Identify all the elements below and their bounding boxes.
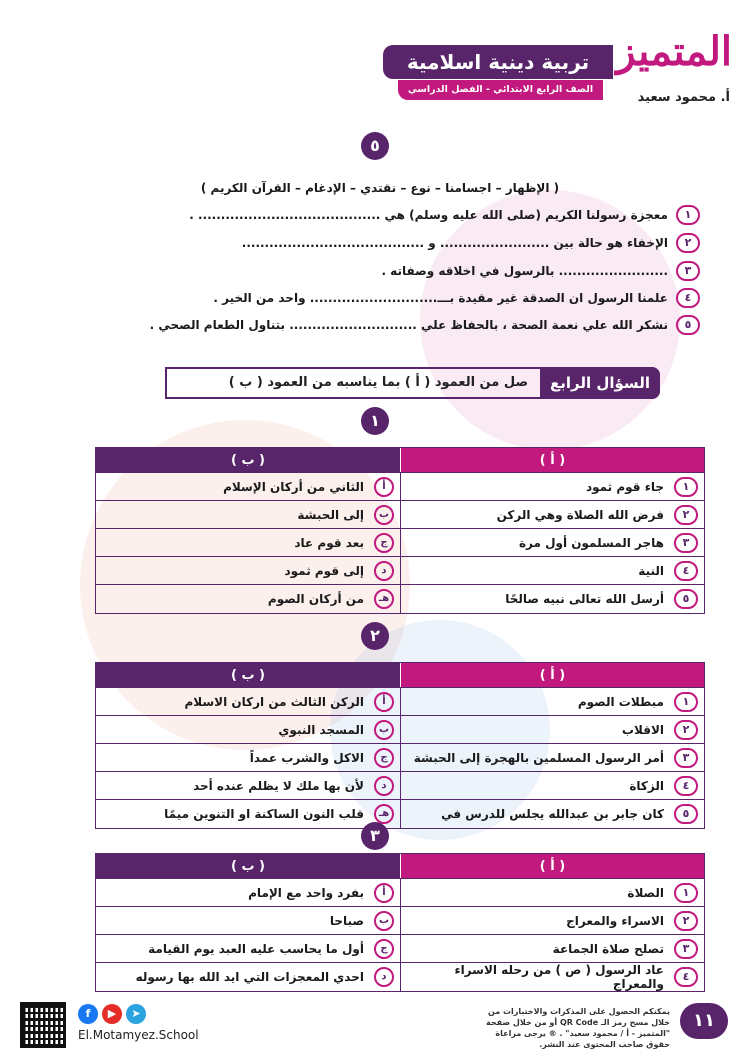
column-b-header: ( ب ) [96,663,400,687]
item-letter: هـ [374,804,394,824]
column-a-text: تصلح صلاة الجماعة [552,941,664,956]
table-row [96,879,704,907]
column-a-text: مبطلات الصوم [577,694,664,709]
column-b-text: بفرد واحد مع الإمام [248,885,364,900]
column-a-text: الزكاة [629,778,664,793]
fill-text: الإخفاء هو حالة بين ........................ و ........................................ [241,236,668,250]
column-b-text: من أركان الصوم [267,592,364,606]
item-letter: ج [374,748,394,768]
item-number: ٥ [674,589,698,609]
item-number: ١ [674,477,698,497]
table-row [96,907,704,935]
item-number: ١ [676,205,700,225]
column-a-text: أرسل الله تعالى نبيه صالحًا [505,592,664,606]
item-number: ٤ [674,776,698,796]
fill-item [80,204,700,226]
table-row [96,688,704,716]
column-a-text: هاجر المسلمون أول مرة [518,535,664,550]
item-letter: أ [374,692,394,712]
table-row [96,935,704,963]
column-a-text: النية [638,563,664,578]
table-number: ١ [361,407,389,435]
item-number: ٢ [674,720,698,740]
matching-table [95,853,705,992]
table-number: ٣ [361,822,389,850]
column-b-text: الاكل والشرب عمداً [249,750,364,765]
item-number: ٢ [674,505,698,525]
item-letter: أ [374,883,394,903]
column-b-text: صباحا [329,913,364,928]
column-a-text: الاسراء والمعراج [566,913,664,928]
author-name: أ. محمود سعيد [637,90,730,105]
telegram-icon[interactable]: ➤ [126,1004,146,1024]
table-row [96,501,704,529]
table-row [96,473,704,501]
item-letter: ج [374,939,394,959]
logo-text: المتميز [616,28,732,75]
fill-text: ........................ بالرسول في اخلاقه وصفاته . [381,264,668,278]
column-a-text: كان جابر بن عبدالله يجلس للدرس في [441,807,664,821]
qr-code[interactable] [20,1002,66,1048]
column-b-text: بعد قوم عاد [294,535,364,550]
facebook-icon[interactable]: f [78,1004,98,1024]
item-number: ٥ [674,804,698,824]
item-letter: ب [374,505,394,525]
fill-text: معجزة رسولنا الكريم (صلى الله عليه وسلم) هي ........................................ . [189,208,668,222]
item-letter: د [374,561,394,581]
table-row [96,744,704,772]
column-a-text: أمر الرسول المسلمين بالهجرة إلى الحبشة [413,750,664,765]
item-letter: ب [374,720,394,740]
question-instruction: صل من العمود ( أ ) بما يناسبه من العمود ( ب ) [228,375,528,390]
column-a-text: عاد الرسول ( ص ) من رحله الاسراء والمعراج [454,963,664,991]
fill-text: نشكر الله علي نعمة الصحة ، بالحفاظ علي ............................ بتناول الطعام الصحي . [149,318,668,332]
website-link[interactable]: El.Motamyez.School [78,1028,199,1042]
fill-item [80,260,700,282]
item-number: ١ [674,692,698,712]
table-row [96,585,704,613]
item-number: ٢ [674,911,698,931]
column-a-text: الصلاة [627,885,664,900]
matching-table [95,447,705,614]
fill-item [80,287,700,309]
word-bank: ( الإظهار – اجسامنا – نوع – نقتدي – الإدغام – القرآن الكريم ) [200,181,560,195]
item-number: ٣ [674,533,698,553]
column-b-text: المسجد النبوي [278,722,364,737]
table-row [96,772,704,800]
table-header [96,854,704,879]
question-label: السؤال الرابع [540,367,660,399]
fill-item [80,314,700,336]
item-number: ٤ [676,288,700,308]
column-b-text: احدي المعجزات التي ايد الله بها رسوله [135,970,364,984]
social-links [78,1004,146,1024]
table-row [96,716,704,744]
question-banner [165,367,660,399]
column-a-header: ( أ ) [400,448,704,472]
matching-table [95,662,705,829]
column-b-text: أول ما يحاسب عليه العبد يوم القيامة [148,941,364,956]
footer-note: يمكنكم الحصول على المذكرات والاختبارات من خلال مسح رمز الـ QR Code أو من خلال صفحة "المتميز - أ / محمود سعيد" . ® يرجى مراعاة حقوق صاحب المحتوى عند النشر. [486,1007,670,1049]
column-a-header: ( أ ) [400,854,704,878]
table-row [96,557,704,585]
column-a-text: فرض الله الصلاة وهي الركن [496,507,664,522]
table-row [96,800,704,828]
column-b-text: الركن الثالث من اركان الاسلام [184,694,364,709]
table-header [96,663,704,688]
item-letter: د [374,967,394,987]
item-letter: هـ [374,589,394,609]
brand-logo [614,28,732,98]
item-number: ٣ [676,261,700,281]
fill-item [80,232,700,254]
item-letter: ب [374,911,394,931]
item-number: ٥ [676,315,700,335]
table-number: ٢ [361,622,389,650]
column-a-header: ( أ ) [400,663,704,687]
item-number: ٣ [674,939,698,959]
item-number: ٢ [676,233,700,253]
grade-subtitle: الصف الرابع الابتدائي - الفصل الدراسي الثاني [398,80,603,100]
table-row [96,963,704,991]
column-b-text: إلى قوم ثمود [284,563,364,578]
column-a-text: الاقلاب [621,722,664,737]
table-header [96,448,704,473]
column-b-text: قلب النون الساكنة او التنوين ميمًا [164,807,364,821]
item-letter: ج [374,533,394,553]
subject-title: تربية دينية اسلامية [383,45,613,79]
item-number: ١ [674,883,698,903]
item-letter: د [374,776,394,796]
page-number: ١١ [680,1003,728,1039]
column-b-header: ( ب ) [96,448,400,472]
youtube-icon[interactable]: ▶ [102,1004,122,1024]
column-b-text: لأن بها ملك لا يظلم عنده أحد [193,778,364,793]
column-a-text: جاء قوم ثمود [585,479,664,494]
section-number: ٥ [361,132,389,160]
item-number: ٤ [674,967,698,987]
table-row [96,529,704,557]
column-b-text: الثاني من أركان الإسلام [223,479,364,494]
item-number: ٤ [674,561,698,581]
item-number: ٣ [674,748,698,768]
fill-text: علمنا الرسول ان الصدقة غير مقيدة بـــ............................ واحد من الخير . [213,291,668,305]
column-b-text: إلى الحبشة [297,507,364,522]
column-b-header: ( ب ) [96,854,400,878]
item-letter: أ [374,477,394,497]
